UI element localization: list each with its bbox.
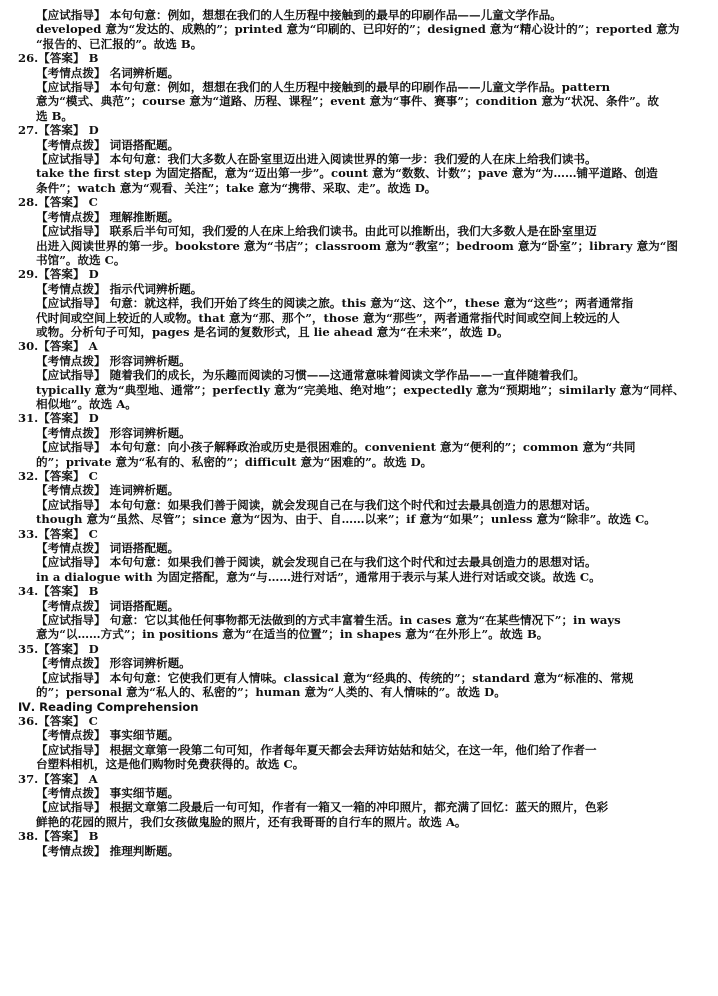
- text-line: 意为“以……方式”；in positions 意为“在适当的位置”；in shapes 意为“在外形上”。故选 B。: [36, 627, 549, 642]
- text-line: 【应试指导】 本句句意：如果我们善于阅读，就会发现自己在与我们这个时代和过去最具创造力的思想对话。: [36, 497, 597, 512]
- text-line: 【考情点拨】 词语搭配题。: [36, 541, 180, 556]
- text-line: 书馆”。故选 C。: [36, 252, 126, 267]
- text-line: 【考情点拨】 连词辨析题。: [36, 483, 180, 498]
- text-line: developed 意为“发达的、成熟的”；printed 意为“印刷的、已印好的”；designed 意为“精心设计的”；reported 意为: [36, 22, 680, 37]
- answer-number-line: 27.【答案】 D: [18, 123, 99, 138]
- answer-number-line: 29.【答案】 D: [18, 267, 99, 282]
- answer-number-line: 33.【答案】 C: [18, 526, 98, 541]
- text-line: 【应试指导】 根据文章第一段第二句可知，作者每年夏天都会去拜访姑姑和姑父，在这一年，他们给了作者一: [36, 742, 597, 757]
- text-line: “报告的、已汇报的”。故选 B。: [36, 36, 203, 51]
- text-line: 【应试指导】 联系后半句可知，我们爱的人在床上给我们读书。由此可以推断出，我们大多数人是在卧室里迈: [36, 224, 597, 239]
- text-line: 【考情点拨】 形容词辨析题。: [36, 425, 191, 440]
- answer-number-line: 35.【答案】 D: [18, 641, 99, 656]
- text-line: 相似地”。故选 A。: [36, 396, 137, 411]
- text-line: 【考情点拨】 指示代词辨析题。: [36, 281, 203, 296]
- text-line: 【考情点拨】 词语搭配题。: [36, 598, 180, 613]
- text-line: 的”；personal 意为“私人的、私密的”；human 意为“人类的、有人情味的”。故选 D。: [36, 685, 506, 700]
- text-line: 【考情点拨】 形容词辨析题。: [36, 353, 191, 368]
- text-line: 的”；private 意为“私有的、私密的”；difficult 意为“困难的”。故选 D。: [36, 454, 433, 469]
- text-line: 出进入阅读世界的第一步。bookstore 意为“书店”；classroom 意为“教室”；bedroom 意为“卧室”；library 意为“图: [36, 238, 679, 253]
- text-line: 【应试指导】 根据文章第二段最后一句可知，作者有一箱又一箱的冲印照片，都充满了回忆：蓝天的照片，色彩: [36, 800, 609, 815]
- text-line: 【应试指导】 本句句意：我们大多数人在卧室里迈出进入阅读世界的第一步：我们爱的人在床上给我们读书。: [36, 152, 597, 167]
- text-line: take the first step 为固定搭配，意为“迈出第一步”。count 意为“数数、计数”；pave 意为“为……铺平道路、创造: [36, 166, 658, 181]
- text-line: 台塑料相机，这是他们购物时免费获得的。故选 C。: [36, 757, 305, 772]
- text-line: 条件”；watch 意为“观看、关注”；take 意为“携带、采取、走”。故选 D。: [36, 180, 437, 195]
- text-line: 【应试指导】 本句句意：例如，想想在我们的人生历程中接触到的最早的印刷作品——儿童文学作品。pattern: [36, 80, 611, 95]
- answer-number-line: 32.【答案】 C: [18, 469, 98, 483]
- text-line: 【考情点拨】 事实细节题。: [36, 785, 180, 800]
- text-line: 【应试指导】 随着我们的成长，为乐趣而阅读的习惯——这通常意味着阅读文学作品——一直伴随着我们。: [36, 368, 585, 383]
- text-line: 【应试指导】 本句句意：例如，想想在我们的人生历程中接触到的最早的印刷作品——儿童文学作品。: [36, 8, 562, 22]
- answer-number-line: 34.【答案】 B: [18, 584, 99, 599]
- text-line: 【应试指导】 本句句意：如果我们善于阅读，就会发现自己在与我们这个时代和过去最具创造力的思想对话。: [36, 555, 597, 570]
- text-line: 【应试指导】 句意：就这样，我们开始了终生的阅读之旅。this 意为“这、这个”，these 意为“这些”；两者通常指: [36, 296, 634, 311]
- answer-number-line: 30.【答案】 A: [18, 339, 98, 354]
- section-heading: Ⅳ. Reading Comprehension: [18, 699, 199, 714]
- text-line: 【应试指导】 本句句意：它使我们更有人情味。classical 意为“经典的、传统的”；standard 意为“标准的、常规: [36, 670, 634, 685]
- answer-number-line: 36.【答案】 C: [18, 713, 98, 728]
- text-line: in a dialogue with 为固定搭配，意为“与……进行对话”，通常用于表示与某人进行对话或交谈。故选 C。: [36, 569, 601, 584]
- text-line: 【考情点拨】 形容词辨析题。: [36, 656, 191, 671]
- text-line: 【考情点拨】 事实细节题。: [36, 728, 180, 743]
- text-line: 代时间或空间上较近的人或物。that 意为“那、那个”，those 意为“那些”，两者通常指代时间或空间上较远的人: [36, 310, 620, 325]
- text-line: 【应试指导】 句意：它以其他任何事物都无法做到的方式丰富着生活。in cases 意为“在某些情况下”；in ways: [36, 613, 621, 628]
- text-line: 意为“模式、典范”；course 意为“道路、历程、课程”；event 意为“事件、赛事”；condition 意为“状况、条件”。故: [36, 94, 659, 109]
- text-line: 【考情点拨】 推理判断题。: [36, 843, 180, 858]
- answer-number-line: 26.【答案】 B: [18, 51, 99, 66]
- text-line: 鲜艳的花园的照片，我们女孩做鬼脸的照片，还有我哥哥的自行车的照片。故选 A。: [36, 814, 467, 829]
- text-line: 或物。分析句子可知，pages 是名词的复数形式，且 lie ahead 意为“在未来”，故选 D。: [36, 324, 509, 339]
- text-line: 【考情点拨】 词语搭配题。: [36, 137, 180, 152]
- text-line: 【考情点拨】 理解推断题。: [36, 209, 180, 224]
- answer-number-line: 38.【答案】 B: [18, 829, 99, 844]
- text-line: 选 B。: [36, 108, 74, 123]
- text-line: typically 意为“典型地、通常”；perfectly 意为“完美地、绝对地”；expectedly 意为“预期地”；similarly 意为“同样、: [36, 382, 685, 397]
- answer-number-line: 37.【答案】 A: [18, 771, 98, 786]
- text-line: 【应试指导】 本句句意：向小孩子解释政治或历史是很困难的。convenient 意为“便利的”；common 意为“共同: [36, 440, 636, 455]
- text-line: though 意为“虽然、尽管”；since 意为“因为、由于、自……以来”；if 意为“如果”；unless 意为“除非”。故选 C。: [36, 512, 656, 527]
- answer-number-line: 28.【答案】 C: [18, 195, 98, 210]
- text-line: 【考情点拨】 名词辨析题。: [36, 65, 180, 80]
- answer-number-line: 31.【答案】 D: [18, 411, 99, 426]
